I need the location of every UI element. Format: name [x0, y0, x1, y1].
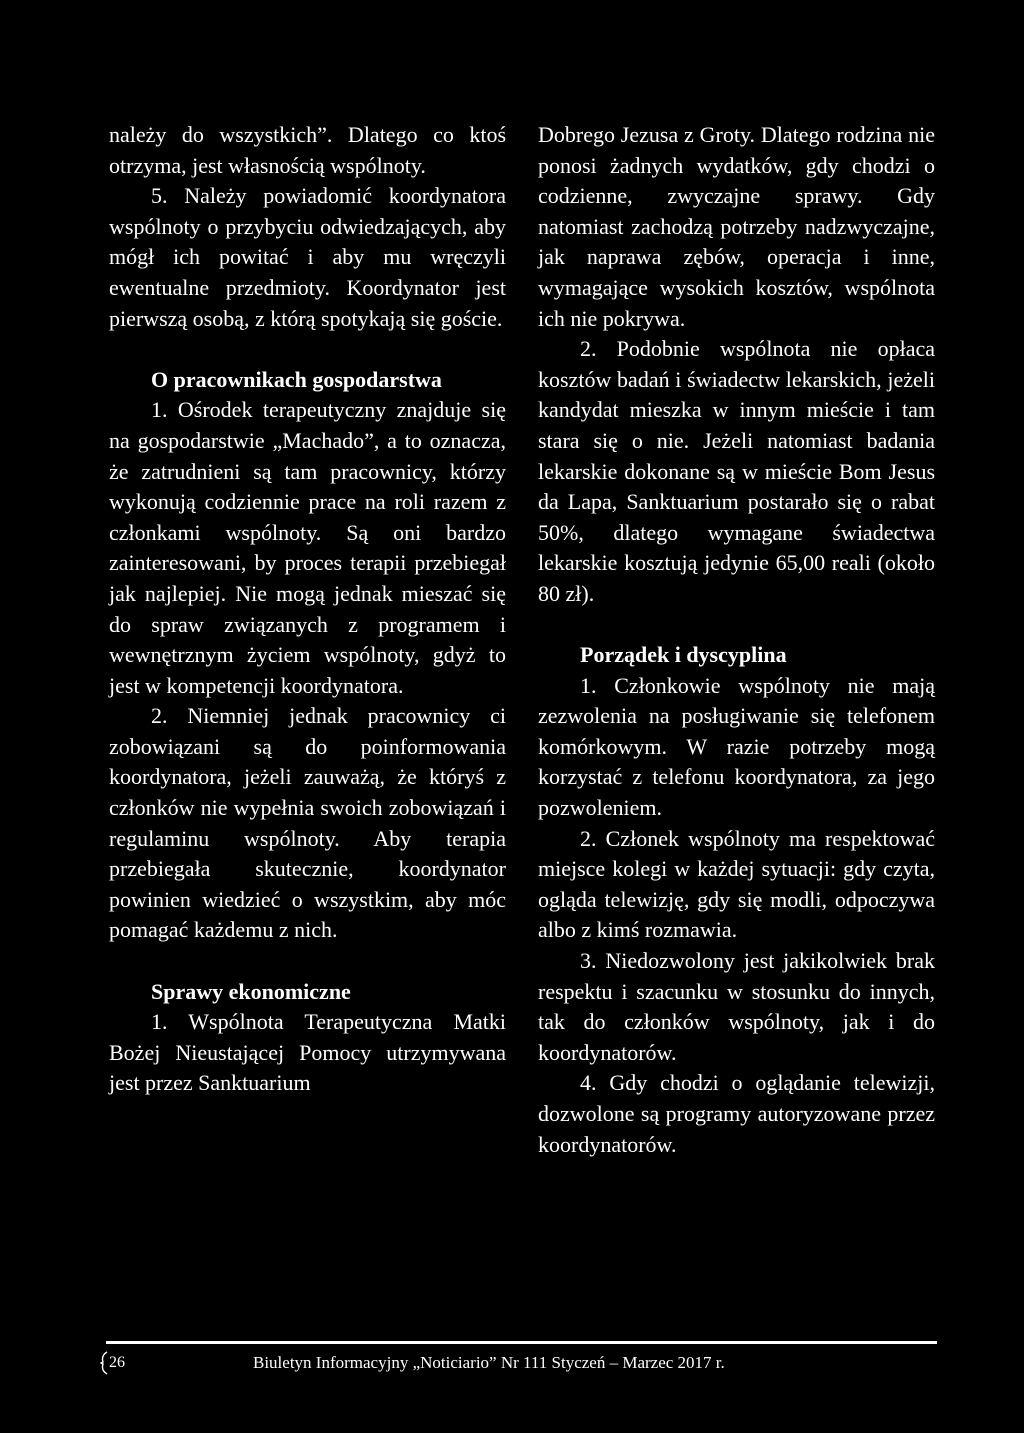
footer-rule — [106, 1341, 937, 1344]
paragraph: 5. Należy powiadomić koordynatora wspólnoty o przybyciu odwiedzających, aby mógł ich powitać i aby mu wręczyli ewentualne przedmioty. Koordynator jest pierwszą osobą, z którą spotykają się goście. — [109, 183, 506, 331]
paragraph: 2. Podobnie wspólnota nie opłaca kosztów badań i świadectw lekarskich, jeżeli kandydat mieszka w innym mieście i tam stara się o nie. Jeżeli natomiast badania lekarskie dokonane są w mieście Bom Jesus da Lapa, Sanktuarium postarało się o rabat 50%, dlatego wymagane świadectwa lekarskie kosztują jedynie 65,00 reali (około 80 zł). — [538, 336, 935, 606]
section-heading-economics: Sprawy ekonomiczne — [151, 978, 351, 1004]
publication-title: Biuletyn Informacyjny „Noticiario” Nr 111 Styczeń – Marzec 2017 r. — [253, 1353, 725, 1372]
page-marker — [100, 1351, 125, 1375]
section-heading-discipline: Porządek i dyscyplina — [580, 642, 787, 668]
page-footer — [100, 1351, 930, 1379]
paragraph: należy do wszystkich”. Dlatego co ktoś otrzyma, jest własnością wspólnoty. — [109, 122, 506, 178]
section-heading-workers: O pracownikach gospodarstwa — [151, 366, 442, 392]
paragraph: 2. Niemniej jednak pracownicy ci zobowiązani są do poinformowania koordynatora, jeżeli zauważą, że któryś z członków nie wypełnia swoich zobowiązań i regulaminu wspólnoty. Aby terapia przebiegała skutecznie, koordynator powinien wiedzieć o wszystkim, aby móc pomagać każdemu z nich. — [109, 703, 506, 943]
paragraph: 1. Członkowie wspólnoty nie mają zezwolenia na posługiwanie się telefonem komórkowym. W razie potrzeby mogą korzystać z telefonu koordynatora, za jego pozwoleniem. — [538, 672, 935, 821]
right-column — [538, 120, 935, 1160]
page-bracket-icon — [100, 1351, 108, 1375]
paragraph: Dobrego Jezusa z Groty. Dlatego rodzina nie ponosi żadnych wydatków, gdy chodzi o codzienne, zwyczajne sprawy. Gdy natomiast zachodzą potrzeby nadzwyczajne, jak naprawa zębów, operacja i inne, wymagające wysokich kosztów, wspólnota ich nie pokrywa. — [538, 122, 935, 331]
left-column — [109, 120, 506, 1099]
paragraph: 4. Gdy chodzi o oglądanie telewizji, dozwolone są programy autoryzowane przez koordynatorów. — [538, 1070, 935, 1157]
paragraph: 1. Wspólnota Terapeutyczna Matki Bożej Nieustającej Pomocy utrzymywana jest przez Sanktuarium — [109, 1009, 506, 1096]
paragraph: 1. Ośrodek terapeutyczny znajduje się na gospodarstwie „Machado”, a to oznacza, że zatrudnieni są tam pracownicy, którzy wykonują codziennie prace na roli razem z członkami wspólnoty. Są oni bardzo zainteresowani, by proces terapii przebiegał jak najlepiej. Nie mogą jednak mieszać się do spraw związanych z programem i wewnętrznym życiem wspólnoty, gdyż to jest w kompetencji koordynatora. — [109, 397, 506, 698]
paragraph: 2. Członek wspólnoty ma respektować miejsce kolegi w każdej sytuacji: gdy czyta, ogląda telewizję, gdy się modli, odpoczywa albo z kimś rozmawia. — [538, 825, 935, 943]
paragraph: 3. Niedozwolony jest jakikolwiek brak respektu i szacunku w stosunku do innych, tak do członków wspólnoty, jak i do koordynatorów. — [538, 948, 935, 1065]
page-number: 26 — [109, 1354, 125, 1371]
